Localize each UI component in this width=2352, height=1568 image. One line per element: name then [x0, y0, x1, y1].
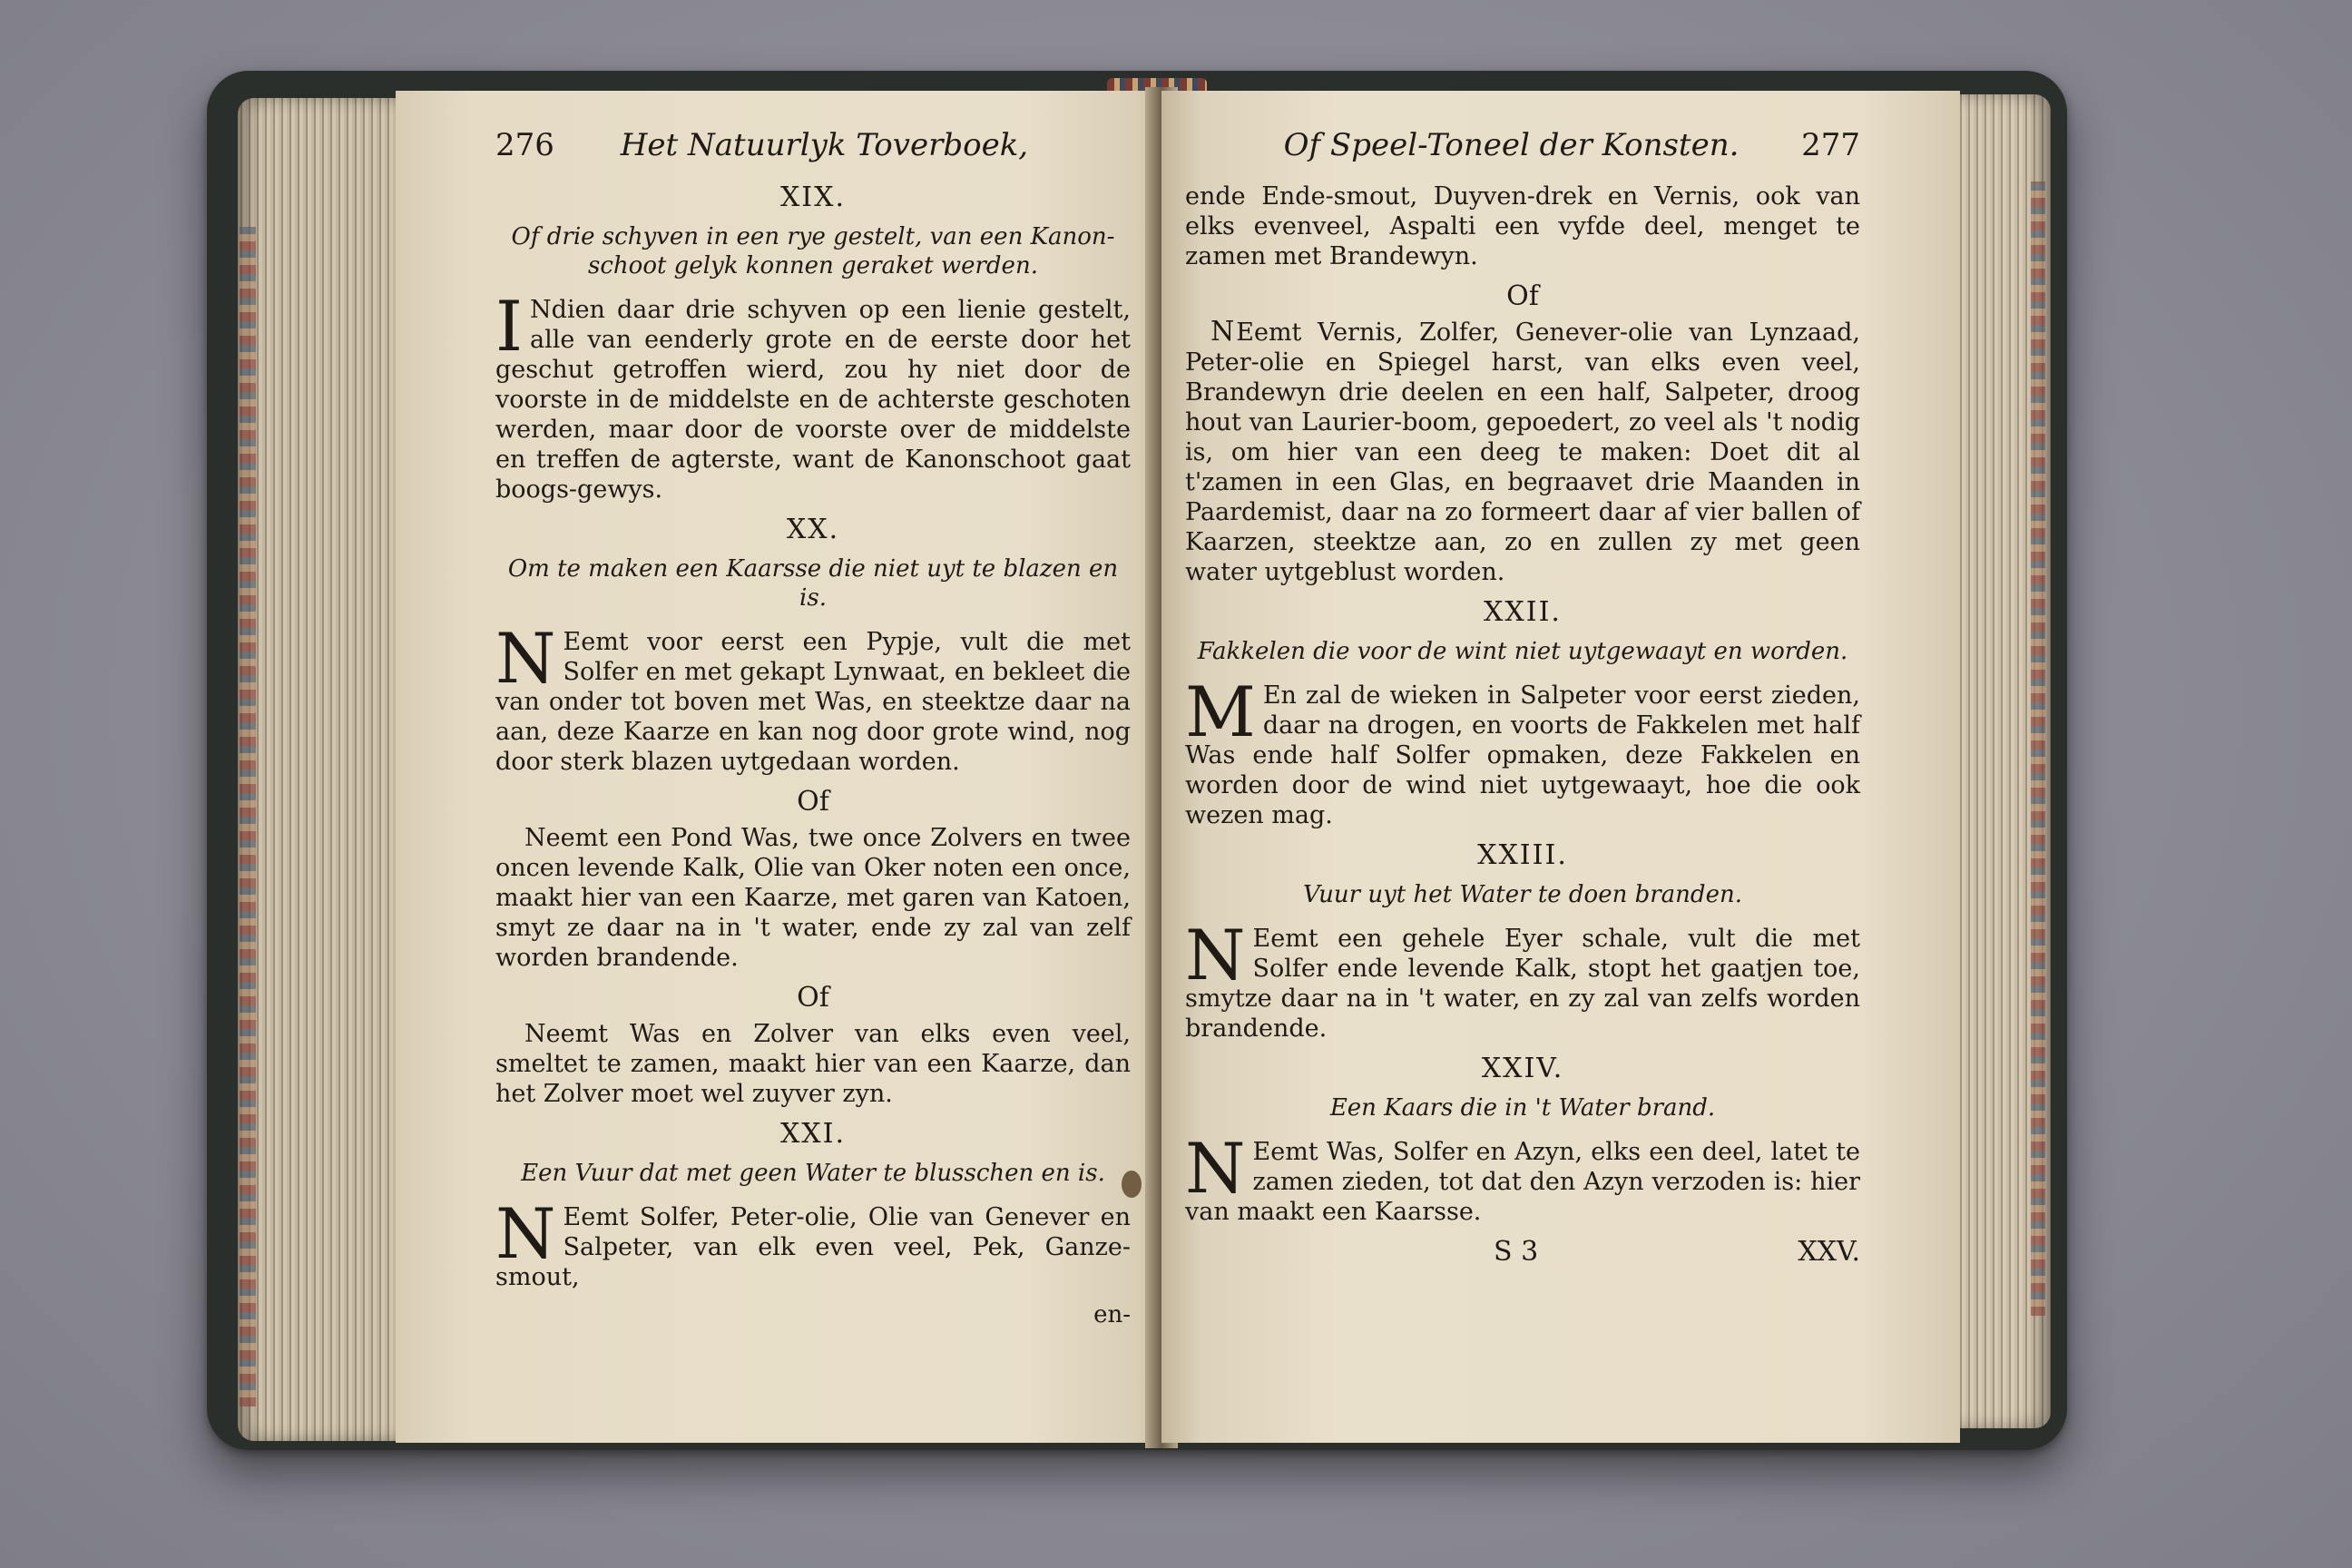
section-body-xix: [495, 286, 1131, 505]
left-page-edges: [238, 98, 419, 1441]
dropcap: N: [1210, 316, 1235, 348]
continuation-text: ende Ende-smout, Duyven-drek en Vernis, ook van elks evenveel, Aspalti een vyfde deel, menget te zamen met Brandewyn.: [1185, 182, 1860, 270]
section-title-xx: Om te maken een Kaarsse die niet uyt te blazen en is.: [507, 555, 1119, 612]
dropcap: M: [1185, 671, 1256, 752]
right-page-footer: [1185, 1236, 1860, 1268]
section-number-xxiv: XXIV.: [1481, 1053, 1564, 1084]
paragraph-text: Eemt Vernis, Zolfer, Genever-olie van Lynzaad, Peter-olie en Spiegel harst, van elks even veel, Brandewyn drie deelen en een half, Salpeter, droog hout van Laurier-boom, gepoedert, zo veel als 't nodig is, om hier van een deeg te maken: Doet dit al t'zamen in een Glas, en begraavet drie Maanden in Paardemist, daar na zo formeert daar af vier ballen of Kaarzen, steektze aan, zo en zullen zy met geen water uytgeblust worden.: [1185, 318, 1860, 586]
section-number-xx: XX.: [786, 514, 840, 545]
paragraph-text: En zal de wieken in Salpeter voor eerst zieden, daar na drogen, en voorts de Fakkelen met half Was ende half Solfer opmaken, deze Fakkelen en worden door de wind niet uytgewaayt, hoe die ook wezen mag.: [1185, 681, 1860, 829]
section-number-xxi: XXI.: [779, 1118, 847, 1150]
signature-mark: S 3: [1494, 1236, 1539, 1268]
section-body-xxiii: [1185, 915, 1860, 1044]
section-body-xxii: [1185, 671, 1860, 830]
ink-smudge: [1122, 1171, 1142, 1198]
paragraph-text: Eemt Was, Solfer en Azyn, elks een deel, latet te zamen zieden, tot dat den Azyn verzoden is: hier van maakt een Kaarsse.: [1185, 1138, 1860, 1226]
left-marbled-edge: [240, 227, 256, 1406]
right-catchword: XXV.: [1798, 1236, 1860, 1268]
left-page-text: [495, 127, 1131, 1328]
alternative-text: Neemt Was en Zolver van elks even veel, smeltet te zamen, maakt hier van een Kaarze, dan het Zolver moet wel zuyver zyn.: [495, 1020, 1131, 1108]
paragraph-text: Eemt Solfer, Peter-olie, Olie van Genever en Salpeter, van elk even veel, Pek, Ganze-smout,: [495, 1203, 1131, 1291]
paragraph-text: Eemt een gehele Eyer schale, vult die met Solfer ende levende Kalk, stopt het gaatjen toe, smytze daar na in 't water, en zy zal van zelfs worden brandende.: [1185, 925, 1860, 1043]
section-title-xxiv: Een Kaars die in 't Water brand.: [1329, 1094, 1716, 1122]
section-body-xxi: [495, 1193, 1131, 1292]
alternative-label: Of: [1506, 280, 1539, 312]
right-page: [1161, 91, 1960, 1443]
right-page-text: [1185, 127, 1860, 1268]
section-body-xxiv: [1185, 1128, 1860, 1227]
continuation-alternative: [1185, 318, 1860, 587]
section-title-xix: Of drie schyven in een rye gestelt, van een Kanon-schoot gelyk konnen geraket werden.: [511, 223, 1115, 279]
dropcap: N: [1185, 915, 1246, 995]
section-body-xx: [495, 618, 1131, 777]
section-title-xxii: Fakkelen die voor de wint niet uytgewaayt en worden.: [1197, 638, 1848, 665]
left-catchword: en-: [1093, 1301, 1131, 1328]
alternative-label: Of: [797, 786, 829, 818]
section-number-xix: XIX.: [779, 181, 847, 213]
section-number-xxii: XXII.: [1484, 596, 1562, 628]
section-title-xxiii: Vuur uyt het Water te doen branden.: [1303, 881, 1742, 908]
dropcap: I: [495, 286, 524, 367]
section-number-xxiii: XXIII.: [1477, 839, 1568, 871]
right-marbled-edge: [2031, 181, 2045, 1316]
section-title-xxi: Een Vuur dat met geen Water te blusschen en is.: [521, 1160, 1105, 1187]
paragraph-text: Eemt voor eerst een Pypje, vult die met Solfer en met gekapt Lynwaat, en bekleet die van onder tot boven met Was, en steektze daar na aan, deze Kaarze en kan nog door grote wind, nog door sterk blazen uytgedaan worden.: [495, 628, 1131, 776]
right-running-title: Of Speel-Toneel der Konsten.: [1283, 127, 1740, 163]
left-page: [396, 91, 1176, 1443]
alternative-label: Of: [797, 982, 829, 1014]
dropcap: N: [1185, 1128, 1246, 1209]
left-running-title: Het Natuurlyk Toverboek,: [620, 127, 1029, 163]
paragraph-text: Ndien daar drie schyven op een lienie gestelt, alle van eenderly grote en de eerste door het geschut getroffen wierd, zou hy niet door de voorste in de middelste en de achterste geschoten werden, maar door de voorste over de middelste en treffen de agterste, want de Kanonschoot gaat boogs-gewys.: [495, 296, 1131, 504]
right-running-head: [1185, 127, 1860, 172]
left-page-number: 276: [495, 127, 554, 163]
right-page-number: 277: [1801, 127, 1860, 163]
alternative-text: Neemt een Pond Was, twe once Zolvers en twee oncen levende Kalk, Olie van Oker noten een once, maakt hier van een Kaarze, met garen van Katoen, smyt ze daar na in 't water, ende zy zal van zelf worden brandende.: [495, 824, 1131, 972]
dropcap: N: [495, 618, 556, 699]
left-running-head: [495, 127, 1131, 172]
dropcap: N: [495, 1193, 556, 1274]
